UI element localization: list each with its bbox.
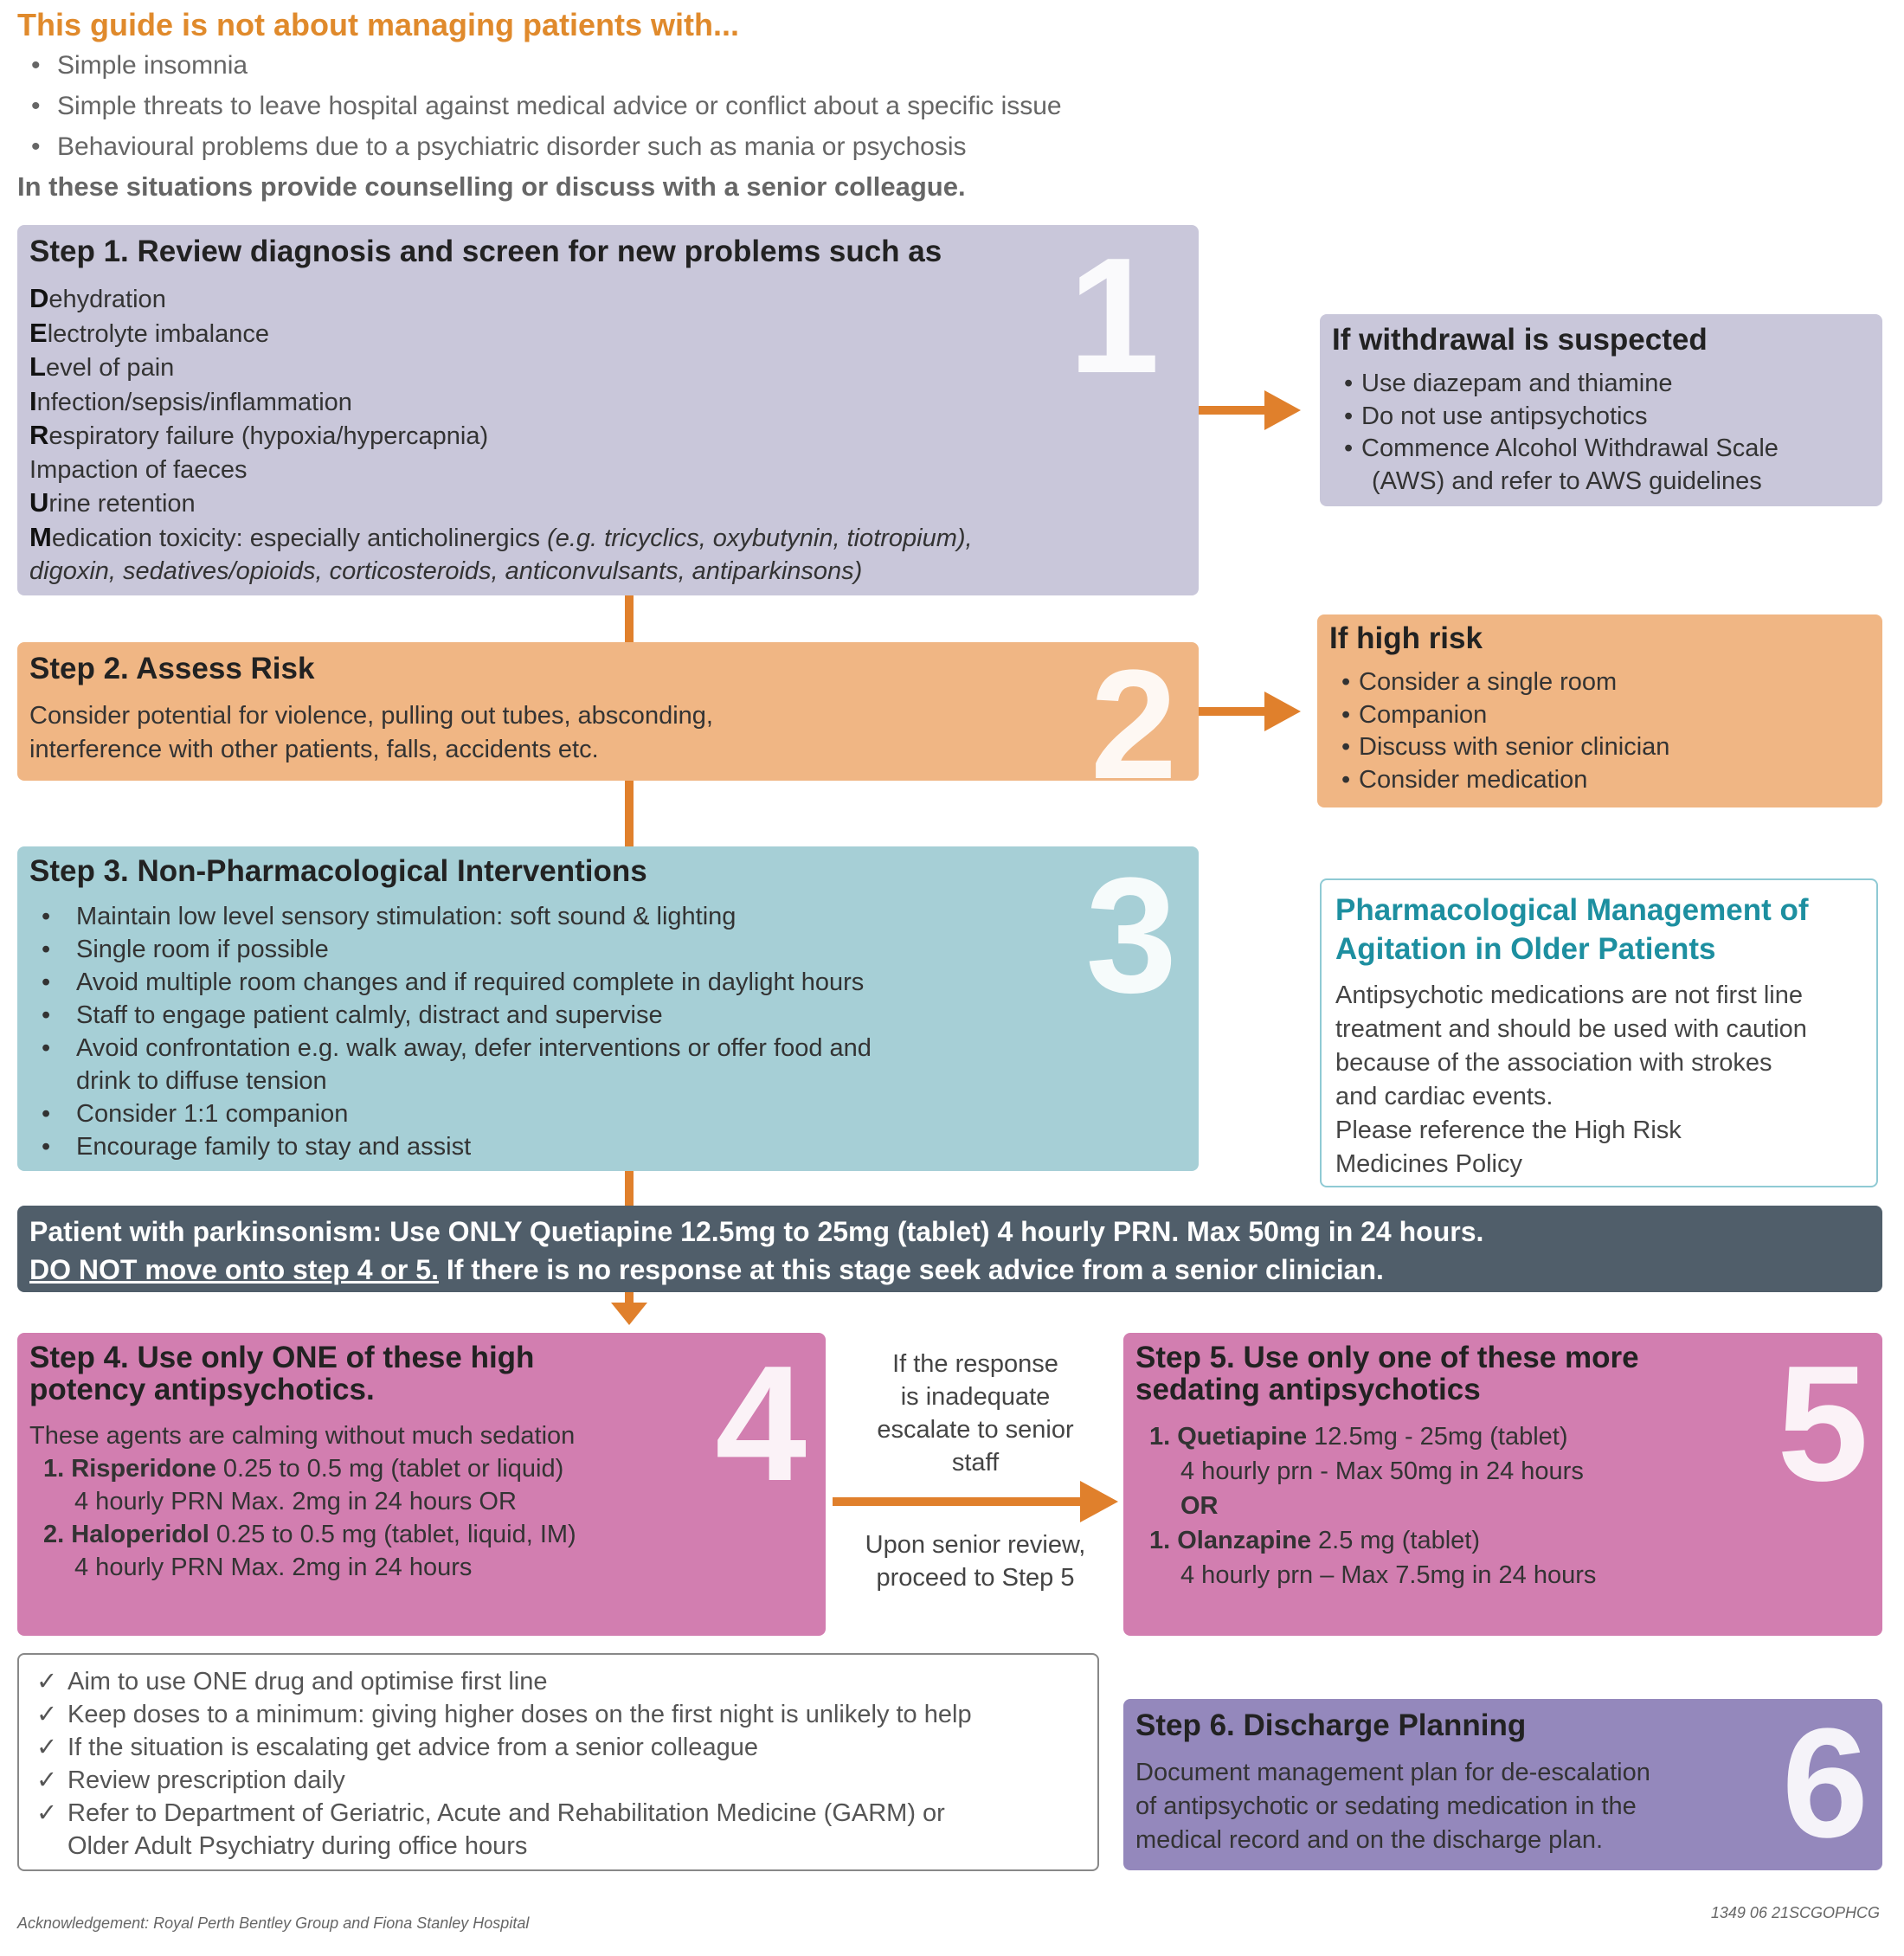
list-item: Impaction of faeces <box>29 455 248 484</box>
list-item: Level of pain <box>29 351 175 382</box>
pharm-title: Pharmacological Management of Agitation in Older Patients <box>1335 893 1809 966</box>
intro-note: In these situations provide counselling or discuss with a senior colleague. <box>17 171 966 202</box>
list-item: • Simple insomnia <box>26 48 1062 89</box>
list-item: • Avoid multiple room changes and if required complete in daylight hours <box>17 966 872 999</box>
step3-title: Step 3. Non-Pharmacological Interventions <box>29 854 647 888</box>
step5-box <box>1123 1333 1882 1636</box>
list-item: ✓ Refer to Department of Geriatric, Acute and Rehabilitation Medicine (GARM) or <box>31 1797 972 1830</box>
pharm-body: Antipsychotic medications are not first line treatment and should be used with caution because of the association with strokes and cardiac events. Please reference the High Risk Medicines Policy <box>1335 981 1807 1178</box>
high-risk-list <box>1317 666 1669 796</box>
senior-review-text: Upon senior review, proceed to Step 5 <box>865 1531 1086 1592</box>
step6-box <box>1123 1699 1882 1870</box>
intro-title: This guide is not about managing patients with... <box>17 7 740 42</box>
step-number: 4 <box>715 1333 807 1515</box>
pharmacological-note <box>1320 878 1878 1187</box>
connector-line <box>625 1171 634 1207</box>
step5-title: Step 5. Use only one of these more sedating antipsychotics <box>1135 1341 1639 1406</box>
list-item: Urine retention <box>29 487 196 518</box>
withdrawal-title: If withdrawal is suspected <box>1332 323 1708 357</box>
step6-title: Step 6. Discharge Planning <box>1135 1708 1527 1742</box>
parkinsonism-banner <box>17 1206 1882 1292</box>
list-item: • Avoid confrontation e.g. walk away, defer interventions or offer food and <box>17 1032 872 1065</box>
arrow-to-withdrawal <box>1199 387 1304 434</box>
parkinsonism-line2: DO NOT move onto step 4 or 5. If there is no response at this stage seek advice from a senior clinician. <box>29 1254 1384 1285</box>
list-item: • Encourage family to stay and assist <box>17 1130 872 1163</box>
list-item: • Maintain low level sensory stimulation: soft sound & lighting <box>17 900 872 933</box>
arrow-to-step5 <box>833 1477 1122 1526</box>
list-item: Older Adult Psychiatry during office hours <box>68 1832 528 1860</box>
step-number: 1 <box>1068 225 1160 408</box>
step3-box <box>17 846 1199 1171</box>
list-item: • Do not use antipsychotics <box>1320 401 1779 434</box>
list-item: ✓ Review prescription daily <box>31 1764 972 1797</box>
arrow-down-to-step4 <box>609 1292 649 1327</box>
step2-box <box>17 642 1199 781</box>
connector-line <box>625 595 634 644</box>
step-number: 5 <box>1777 1333 1869 1515</box>
step4-body: These agents are calming without much sedation 1. Risperidone 0.25 to 0.5 mg (tablet or liquid) 4 hourly PRN Max. 2mg in 24 hours OR 2. Haloperidol 0.25 to 0.5 mg (tablet, liquid, IM) 4 hourly PRN Max. 2mg in 24 hours <box>29 1422 576 1581</box>
list-item: ✓ Aim to use ONE drug and optimise first line <box>31 1665 972 1698</box>
list-item: Medication toxicity: especially anticholinergics (e.g. tricyclics, oxybutynin, tiotropium), <box>29 521 973 552</box>
list-item: • Companion <box>1317 699 1669 732</box>
list-item: • Commence Alcohol Withdrawal Scale <box>1320 433 1779 466</box>
step6-body: Document management plan for de-escalation of antipsychotic or sedating medication in the medical record and on the discharge plan. <box>1135 1759 1650 1854</box>
parkinsonism-line1: Patient with parkinsonism: Use ONLY Quetiapine 12.5mg to 25mg (tablet) 4 hourly PRN. Max 50mg in 24 hours. <box>29 1216 1484 1247</box>
escalate-text: If the response is inadequate escalate to senior staff <box>877 1350 1074 1477</box>
checklist <box>31 1665 972 1863</box>
list-item: Infection/sepsis/inflammation <box>29 385 352 416</box>
list-item: • Discuss with senior clinician <box>1317 731 1669 764</box>
withdrawal-list <box>1320 368 1779 498</box>
acknowledgement: Acknowledgement: Royal Perth Bentley Group and Fiona Stanley Hospital <box>17 1914 530 1932</box>
list-item: (AWS) and refer to AWS guidelines <box>1372 466 1762 495</box>
step1-title: Step 1. Review diagnosis and screen for new problems such as <box>29 235 942 268</box>
list-item: drink to diffuse tension <box>76 1067 327 1095</box>
step3-list <box>17 900 872 1163</box>
list-item: Respiratory failure (hypoxia/hypercapnia) <box>29 420 489 450</box>
list-item: • Behavioural problems due to a psychiatric disorder such as mania or psychosis <box>26 130 1062 171</box>
document-code: 1349 06 21SCGOPHCG <box>1710 1904 1880 1921</box>
list-item: Dehydration <box>29 283 166 313</box>
connector-line <box>625 781 634 848</box>
list-item: • Use diazepam and thiamine <box>1320 368 1779 401</box>
step-number: 2 <box>1090 642 1177 781</box>
step2-title: Step 2. Assess Risk <box>29 652 315 685</box>
high-risk-box <box>1317 614 1882 807</box>
list-item: • Staff to engage patient calmly, distract and supervise <box>17 999 872 1032</box>
step-number: 6 <box>1781 1699 1869 1870</box>
arrow-to-high-risk <box>1199 688 1304 735</box>
withdrawal-box <box>1320 314 1882 506</box>
prescribing-checklist <box>17 1653 1099 1871</box>
list-item: • Single room if possible <box>17 933 872 966</box>
step5-body: 1. Quetiapine 12.5mg - 25mg (tablet) 4 hourly prn - Max 50mg in 24 hours OR 1. Olanzapine 2.5 mg (tablet) 4 hourly prn – Max 7.5mg in 24 hours <box>1149 1423 1597 1589</box>
list-item: • Simple threats to leave hospital against medical advice or conflict about a specific issue <box>26 89 1062 130</box>
list-item: digoxin, sedatives/opioids, corticosteroids, anticonvulsants, antiparkinsons) <box>29 557 863 585</box>
list-item: • Consider medication <box>1317 764 1669 797</box>
high-risk-title: If high risk <box>1329 621 1483 655</box>
step4-title: Step 4. Use only ONE of these high potency antipsychotics. <box>29 1341 535 1406</box>
intro-list <box>26 48 1062 171</box>
step1-box <box>17 225 1199 595</box>
list-item: Electrolyte imbalance <box>29 317 269 348</box>
list-item: • Consider a single room <box>1317 666 1669 699</box>
step4-box <box>17 1333 826 1636</box>
list-item: ✓ If the situation is escalating get advice from a senior colleague <box>31 1731 972 1764</box>
step2-text: Consider potential for violence, pulling out tubes, absconding, interference with other patients, falls, accidents etc. <box>29 702 713 763</box>
list-item: ✓ Keep doses to a minimum: giving higher doses on the first night is unlikely to help <box>31 1698 972 1731</box>
delirium-checklist <box>29 282 973 589</box>
list-item: • Consider 1:1 companion <box>17 1097 872 1130</box>
step-number: 3 <box>1085 846 1177 1027</box>
